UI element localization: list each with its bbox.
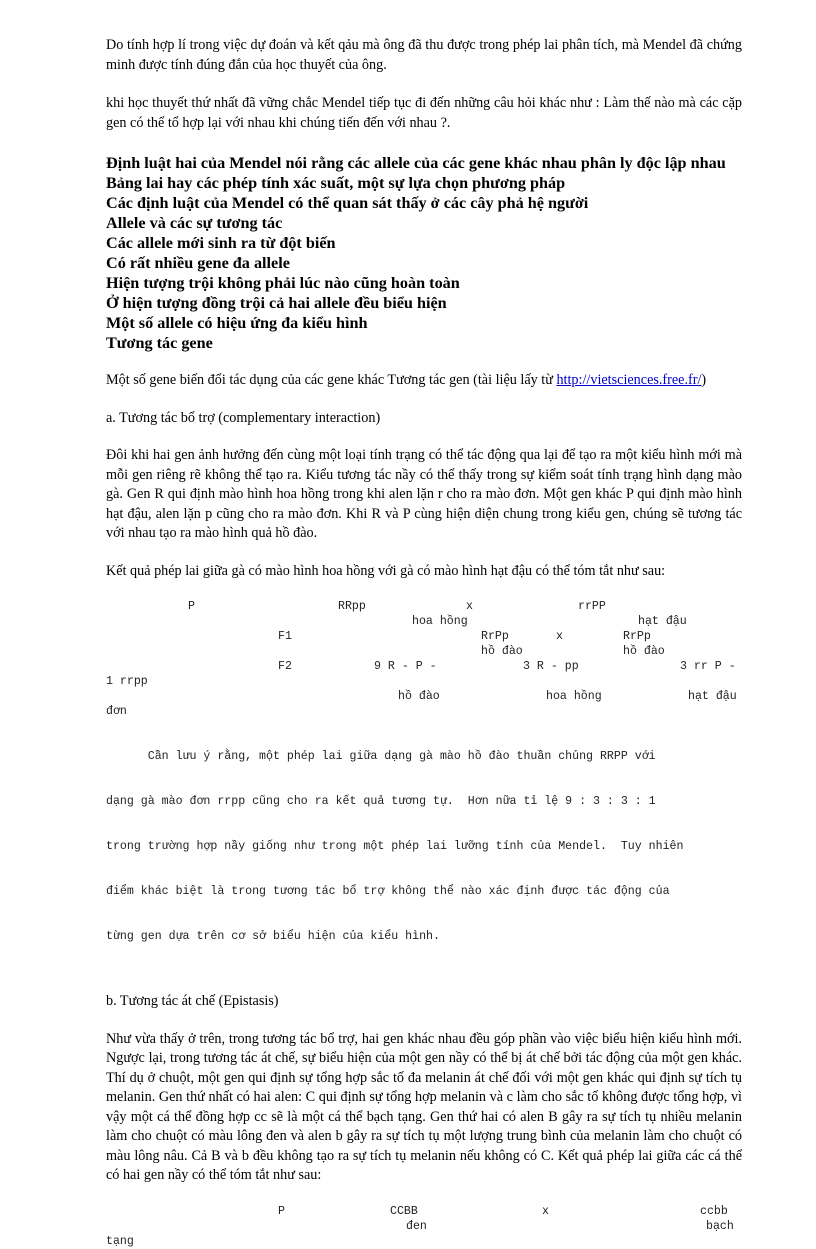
gene-intro-close: ) [701, 372, 707, 388]
heading-6: Có rất nhiều gene đa allele [106, 254, 290, 272]
note-line-2: dạng gà mào đơn rrpp cũng cho ra kết quả tương tự. Hơn nữa tỉ lệ 9 : 3 : 3 : 1 [106, 795, 656, 808]
note-line-3: trong trường hợp nầy giống như trong một phép lai lưỡng tính của Mendel. Tuy nhiên [106, 840, 684, 853]
cross-row-p [106, 599, 742, 614]
document-page [106, 36, 742, 1249]
cross-intro-paragraph: Kết quả phép lai giữa gà có mào hình hoa hồng với gà có mào hình hạt đậu có thể tóm tắt như sau: [106, 562, 666, 579]
topic-headings [106, 153, 742, 353]
generation-f2-label: F2 [278, 660, 292, 673]
f1-cross-symbol: x [556, 630, 563, 643]
gene-intro-text: Một số gene biến đổi tác dụng của các gene khác Tương tác gen (tài liệu lấy từ [106, 372, 557, 388]
mouse-cross-symbol: x [542, 1204, 549, 1218]
note-line-5: từng gen dựa trên cơ sở biểu hiện của kiểu hình. [106, 930, 440, 943]
f2-phenotype-d: đơn [106, 705, 127, 718]
mouse-parent-2-phenotype: bạch [706, 1219, 734, 1233]
heading-7: Hiện tượng trội không phải lúc nào cũng hoàn toàn [106, 274, 460, 292]
cross-row-f2-d [106, 674, 742, 689]
section-a-paragraph: Đôi khi hai gen ảnh hưởng đến cùng một loại tính trạng có thể tác động qua lại để tạo ra một kiểu hình mới mà mỗi gen riêng rẽ không thể tạo ra. Kiểu tương tác nầy có thể thấy trong sự kiểm soát tính trạng hình dạng mào gà. Gen R qui định mào hình hoa hồng trong khi alen lặn r cho ra mào đơn. Một gen khác P qui định mào hình hạt đậu, alen lặn p cũng cho ra mào đơn. Khi R và P cùng hiện diện chung trong kiểu gen, chúng sẽ tương tác với nhau tạo ra mào hình quả hồ đào. [106, 447, 742, 541]
cross-row-f2 [106, 659, 742, 674]
f2-class-c: 3 rr P - [680, 660, 736, 673]
mouse-parent-2-genotype: ccbb [700, 1204, 728, 1218]
f2-class-d: 1 rrpp [106, 675, 148, 688]
cross-row-p-pheno [106, 614, 742, 629]
section-b-paragraph: Như vừa thấy ở trên, trong tương tác bổ trợ, hai gen khác nhau đều góp phần vào việc biểu hiện kiểu hình mới. Ngược lại, trong tương tác át chế, sự biểu hiện của một gen nầy có thể bị át chế bởi tác động của một gen khác. Thí dụ ở chuột, một gen qui định sự tổng hợp sắc tố đa melanin át chế đối với một gen khác qui định sự tích tụ melanin. Gen thứ nhất có hai alen: C qui định sự tổng hợp melanin và c làm cho sắc tố không được tổng hợp, vì vậy một cá thể đồng hợp cc sẽ là một cá thể bạch tạng. Gen thứ hai có alen B gây ra sự tích tụ nhiều melanin làm cho chuột có màu lông đen và alen b gây ra sự tích tụ một lượng trung bình của melanin làm cho chuột có màu lông nâu. Cả B và b đều không tạo ra sự tích tụ melanin nếu không có C. Kết quả phép lai giữa các cá thể có hai gen nầy có thể tóm tắt như sau: [106, 1030, 742, 1183]
cross-row-f1 [106, 629, 742, 644]
cross-symbol: x [466, 600, 473, 613]
mouse-cross-row-pheno [106, 1219, 742, 1234]
f2-phenotype-a: hồ đào [398, 690, 440, 703]
note-line-4: điểm khác biệt là trong tương tác bổ trợ không thể nào xác định được tác động của [106, 885, 670, 898]
parent-1-genotype: RRpp [338, 600, 366, 613]
mouse-cross-row-p [106, 1204, 742, 1219]
gene-intro-paragraph [106, 371, 742, 391]
mouse-generation-p-label: P [278, 1204, 285, 1218]
parent-1-phenotype: hoa hồng [412, 615, 468, 628]
generation-p-label: P [188, 600, 195, 613]
heading-8: Ở hiện tượng đồng trội cả hai allele đều biểu hiện [106, 294, 447, 312]
heading-5: Các allele mới sinh ra từ đột biến [106, 234, 336, 252]
chicken-cross-diagram [106, 599, 742, 719]
heading-2: Bảng lai hay các phép tính xác suất, một sự lựa chọn phương pháp [106, 174, 566, 192]
source-link[interactable]: http://vietsciences.free.fr/ [556, 372, 702, 388]
heading-10: Tương tác gene [106, 334, 213, 352]
cross-row-f2-pheno-d [106, 704, 742, 719]
intro-paragraph-1: Do tính hợp lí trong việc dự đoán và kết qảu mà ông đã thu được trong phép lai phân tích, mà Mendel đã chứng minh được tính đúng đắn của học thuyết của ông. [106, 37, 742, 73]
f2-phenotype-b: hoa hồng [546, 690, 602, 703]
f2-phenotype-c: hạt đậu [688, 690, 737, 703]
note-line-1: Cần lưu ý rằng, một phép lai giữa dạng gà mào hồ đào thuần chủng RRPP với [106, 750, 656, 763]
cross-note [106, 719, 742, 974]
heading-3: Các định luật của Mendel có thể quan sát thấy ở các cây phả hệ người [106, 194, 589, 212]
heading-4: Allele và các sự tương tác [106, 214, 283, 232]
parent-2-phenotype: hạt đậu [638, 615, 687, 628]
f2-class-b: 3 R - pp [523, 660, 579, 673]
cross-row-f2-pheno [106, 689, 742, 704]
mouse-cross-row-tail [106, 1234, 742, 1249]
heading-9: Một số allele có hiệu ứng đa kiểu hình [106, 314, 368, 332]
heading-1: Định luật hai của Mendel nói rằng các allele của các gene khác nhau phân ly độc lập nhau [106, 154, 726, 172]
intro-paragraph-2: khi học thuyết thứ nhất đã vững chắc Mendel tiếp tục đi đến những câu hỏi khác như : Làm thế nào mà các cặp gen có thể tổ hợp lại với nhau khi chúng tiến đến với nhau ?. [106, 95, 742, 131]
mouse-parent-1-genotype: CCBB [390, 1204, 418, 1218]
section-a-title: a. Tương tác bổ trợ (complementary interaction) [106, 409, 381, 426]
mouse-parent-1-phenotype: đen [406, 1219, 427, 1233]
f1-phenotype-b: hồ đào [623, 645, 665, 658]
section-b-title: b. Tương tác át chế (Epistasis) [106, 993, 279, 1009]
cross-row-f1-pheno [106, 644, 742, 659]
mouse-parent-2-phenotype-tail: tạng [106, 1234, 134, 1248]
f1-phenotype-a: hồ đào [481, 645, 523, 658]
generation-f1-label: F1 [278, 630, 292, 643]
f2-class-a: 9 R - P - [374, 660, 437, 673]
f1-genotype-a: RrPp [481, 630, 509, 643]
f1-genotype-b: RrPp [623, 630, 651, 643]
mouse-cross-diagram [106, 1204, 742, 1249]
parent-2-genotype: rrPP [578, 600, 606, 613]
